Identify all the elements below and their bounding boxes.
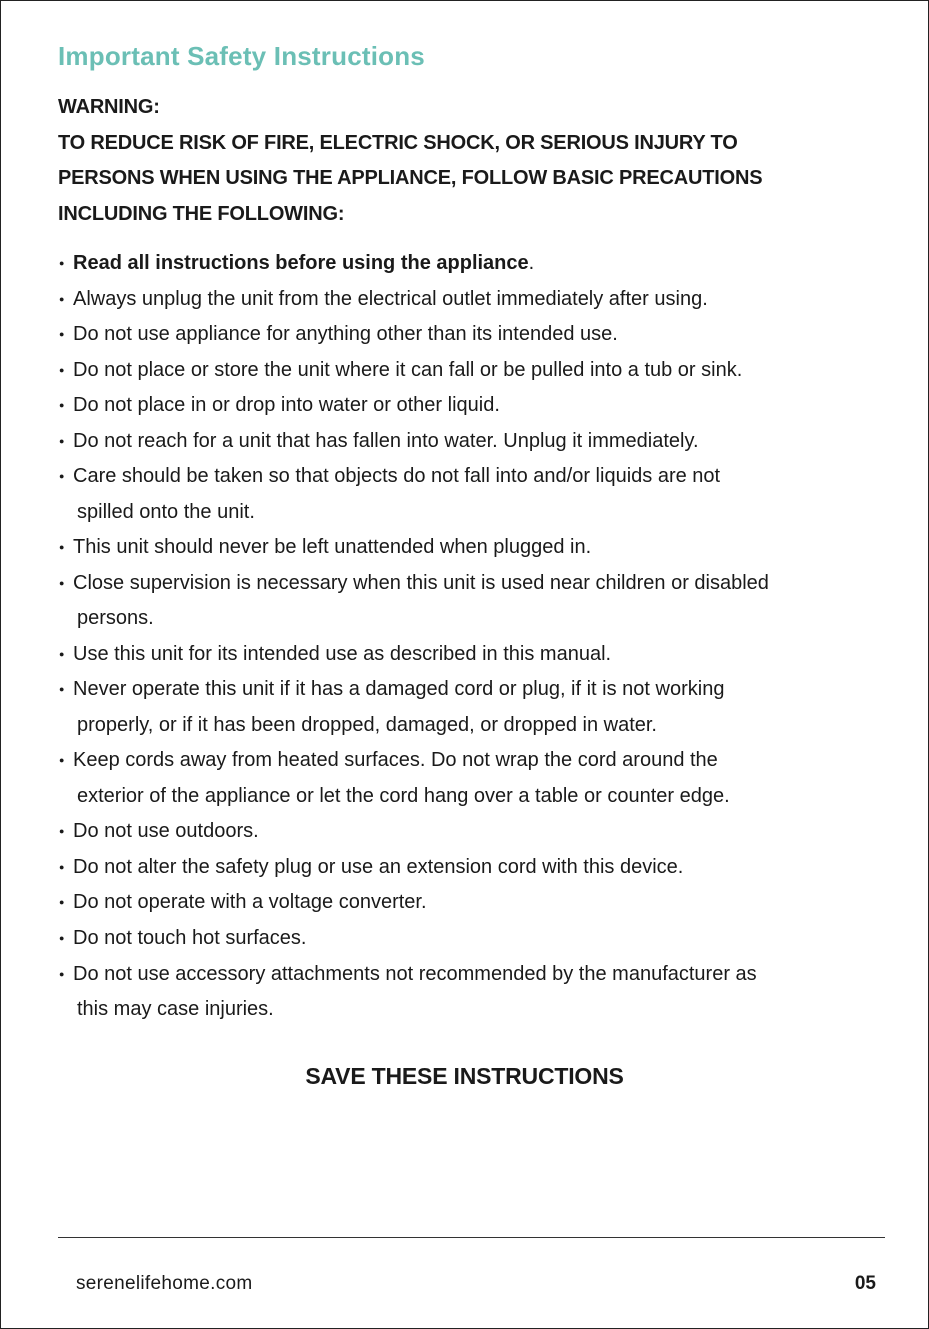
bullet-icon: ● [59,329,65,340]
instruction-item [59,850,879,886]
bullet-icon: ● [59,861,65,872]
instruction-text: Do not use outdoors. [73,820,259,843]
save-instructions-heading: SAVE THESE INSTRUCTIONS [305,1063,624,1089]
instruction-list [59,246,879,1028]
instruction-text: Do not operate with a voltage converter. [73,891,427,914]
instruction-text-continued: spilled onto the unit. [77,500,255,523]
bullet-icon: ● [59,648,65,659]
instruction-text-continued: this may case injuries. [77,998,274,1021]
footer-divider [58,1237,885,1238]
instruction-item [59,637,879,673]
instruction-item [59,957,879,1028]
bullet-icon: ● [59,968,65,979]
instruction-text: Care should be taken so that objects do not fall into and/or liquids are not [73,465,721,488]
bullet-icon: ● [59,684,65,695]
instruction-text: Always unplug the unit from the electrical outlet immediately after using. [73,287,708,310]
instruction-item [59,282,879,318]
bullet-icon: ● [59,364,65,375]
instruction-item [59,743,879,814]
instruction-item [59,424,879,460]
instruction-suffix: . [528,252,535,275]
bullet-icon: ● [59,471,65,482]
instruction-item [59,459,879,530]
bullet-icon: ● [59,577,65,588]
instruction-item [59,317,879,353]
bullet-icon: ● [59,826,65,837]
bullet-icon: ● [59,258,65,268]
instruction-text: Do not use accessory attachments not recommended by the manufacturer as [73,962,757,985]
instruction-text: Do not reach for a unit that has fallen into water. Unplug it immediately. [73,429,699,452]
instruction-text: Keep cords away from heated surfaces. Do not wrap the cord around the [73,749,718,772]
instruction-text: Use this unit for its intended use as described in this manual. [73,642,612,665]
instruction-item [59,885,879,921]
instruction-text-continued: properly, or if it has been dropped, damaged, or dropped in water. [77,713,657,736]
bullet-icon: ● [59,400,65,411]
page-title: Important Safety Instructions [58,41,425,71]
instruction-text: Do not use appliance for anything other than its intended use. [73,323,618,346]
footer-website: serenelifehome.com [76,1273,253,1294]
warning-block [58,90,878,232]
bullet-icon: ● [59,293,65,304]
instruction-item [59,353,879,389]
warning-line: INCLUDING THE FOLLOWING: [58,202,345,225]
instruction-text: Do not place or store the unit where it can fall or be pulled into a tub or sink. [73,358,743,381]
bullet-icon: ● [59,897,65,908]
instruction-text: Do not place in or drop into water or other liquid. [73,394,500,417]
instruction-text: This unit should never be left unattended when plugged in. [73,536,592,559]
instruction-item [59,246,879,282]
bullet-icon: ● [59,932,65,943]
instruction-item [59,388,879,424]
instruction-text: Never operate this unit if it has a damaged cord or plug, if it is not working [73,678,725,701]
warning-line: PERSONS WHEN USING THE APPLIANCE, FOLLOW BASIC PRECAUTIONS [58,167,763,189]
bullet-icon: ● [59,435,65,446]
instruction-text-continued: exterior of the appliance or let the cord hang over a table or counter edge. [77,784,730,807]
instruction-text: Close supervision is necessary when this unit is used near children or disabled [73,571,769,594]
instruction-item [59,672,879,743]
page-number: 05 [854,1273,876,1294]
warning-line: TO REDUCE RISK OF FIRE, ELECTRIC SHOCK, OR SERIOUS INJURY TO [58,131,738,154]
instruction-text: Do not touch hot surfaces. [73,927,307,949]
instruction-item [59,566,879,637]
instruction-item [59,530,879,566]
instruction-text: Read all instructions before using the appliance [73,252,529,275]
instruction-item [59,814,879,850]
bullet-icon: ● [59,755,65,766]
instruction-text-continued: persons. [77,607,154,630]
instruction-item [59,921,879,957]
bullet-icon: ● [59,542,65,553]
warning-heading: WARNING: [58,96,160,118]
instruction-text: Do not alter the safety plug or use an extension cord with this device. [73,855,684,878]
